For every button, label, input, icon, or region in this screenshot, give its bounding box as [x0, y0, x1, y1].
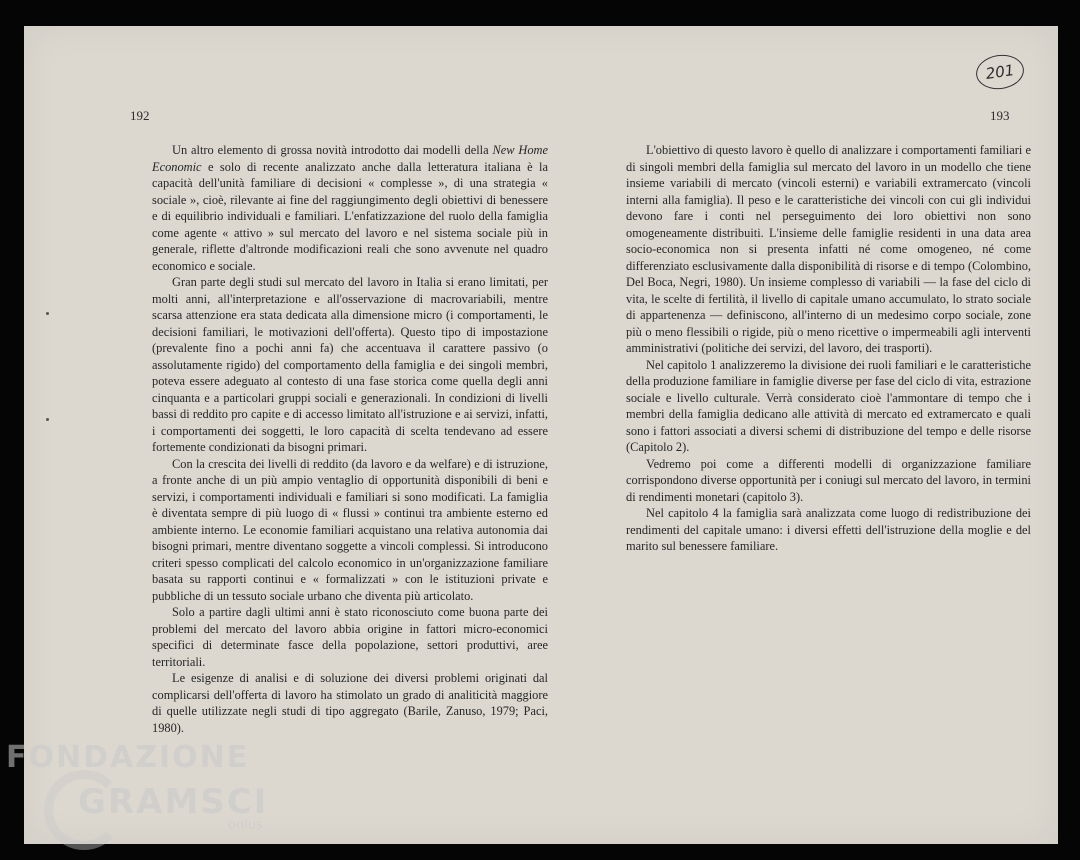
paragraph: Un altro elemento di grossa novità introdotto dai modelli della New Home Economic e solo di recente analizzato anche dalla letteratura italiana è la capacità dell'unità familiare di decisioni « complesse », di una strategia « sociale », cioè, rilevante ai fine del raggiungimento degli obiettivi di benessere e di equilibrio individuali e familiari. L'enfatizzazione del ruolo della famiglia come agente « attivo » sul mercato del lavoro e nel sistema sociale più in generale, riflette d'altronde modificazioni reali che sono avvenute nel quadro economico e sociale.	[152, 143, 549, 273]
page-number-left: 192	[130, 108, 150, 123]
margin-mark	[46, 418, 49, 421]
margin-mark	[46, 312, 49, 315]
paragraph: Con la crescita dei livelli di reddito (da lavoro e da welfare) e di istruzione, a fronte anche di un più ampio ventaglio di opportunità disponibili di beni e servizi, i comportamenti individuali e familiari si sono modificati. La famiglia è diventata sempre di più luogo di « flussi » continui tra ambiente esterno ed ambiente interno. Le economie familiari acquistano una relativa autonomia dai bisogni primari, mentre diventano soggette a vincoli complessi. Si introducono criteri spesso complicati del calcolo economico in un'organizzazione familiare basata su rapporti continui e « formalizzati » con le istituzioni private e pubbliche di un tessuto sociale urbano che diventa più articolato.	[152, 456, 548, 603]
left-page-text	[152, 142, 548, 736]
italic-title: New Home Economic	[152, 143, 549, 174]
watermark-line2: GRAMSCI	[78, 782, 269, 822]
paragraph: Vedremo poi come a differenti modelli di organizzazione familiare corrispondono diverse opportunità per i coniugi sul mercato del lavoro, in termini di rendimenti monetari (capitolo 3).	[626, 456, 1031, 504]
watermark-line3: onlus	[228, 818, 263, 833]
paragraph: Gran parte degli studi sul mercato del lavoro in Italia si erano limitati, per molti anni, all'interpretazione e all'osservazione di macrovariabili, mentre scarsa attenzione era stata dedicata alla dimensione micro (i comportamenti, le decisioni familiari, le motivazioni dell'offerta). Questo tipo di impostazione (prevalente fino a pochi anni fa) che accentuava il carattere passivo (o assolutamente rigido) del comportamento della famiglia e dei singoli membri, poteva essere adeguato al contesto di una fase storica come quella degli anni cinquanta e a particolari gruppi sociali e generazionali. In condizioni di livelli bassi di reddito pro capite e di accesso limitato all'istruzione e ai servizi, infatti, i comportamenti dei soggetti, le loro capacità di scelta tendevano ad essere fortemente condizionati da bisogni primari.	[152, 275, 548, 454]
paragraph: L'obiettivo di questo lavoro è quello di analizzare i comportamenti familiari e di singoli membri della famiglia sul mercato del lavoro in un modello che tiene insieme variabili di mercato (vincoli esterni) e variabili extramercato (vincoli interni alla famiglia). Il peso e le caratteristiche dei vincoli con cui gli individui devono fare i conti nel perseguimento dei loro obiettivi non sono omogeneamente distribuiti. L'insieme delle famiglie residenti in una data area socio-economica non si presenta infatti né come omogeneo, né come differenziato esclusivamente dalla disponibilità di risorse e di tempo (Colombino, Del Boca, Negri, 1980). Un insieme complesso di variabili — la fase del ciclo di vita, le scelte di fertilità, il livello di capitale umano accumulato, lo strato sociale di appartenenza — definiscono, all'interno di un medesimo corpo sociale, zone più o meno flessibili o rigide, più o meno ricettive o impermeabili agli interventi amministrativi (politiche dei servizi, del lavoro, dei trasporti).	[626, 143, 1031, 355]
paragraph: Le esigenze di analisi e di soluzione dei diversi problemi originati dal complicarsi dell'offerta di lavoro ha stimolato un grado di analiticità maggiore di quelle utilizzate negli studi di tipo aggregato (Barile, Zanuso, 1979; Paci, 1980).	[152, 671, 548, 735]
archive-stamp: 201	[974, 52, 1026, 92]
page-number-right: 193	[990, 108, 1010, 123]
paragraph: Nel capitolo 1 analizzeremo la divisione dei ruoli familiari e le caratteristiche della produzione familiare in famiglie diverse per fase del ciclo di vita, estrazione sociale e livello culturale. Verrà considerato cioè l'ammontare di tempo che i membri della famiglia dedicano alle attività di mercato ed extramercato e quali sono i fattori associati a diversi schemi di distribuzione del tempo e delle risorse (Capitolo 2).	[626, 357, 1031, 454]
paragraph: Nel capitolo 4 la famiglia sarà analizzata come luogo di redistribuzione dei rendimenti del capitale umano: i diversi effetti dell'istruzione della moglie e del marito sul benessere familiare.	[626, 506, 1031, 553]
watermark-line1: FONDAZIONE	[6, 740, 250, 775]
right-page-text	[626, 142, 1031, 555]
paragraph: Solo a partire dagli ultimi anni è stato riconosciuto come buona parte dei problemi del mercato del lavoro abbia origine in fattori micro-economici specifici di determinate fasce della popolazione, settori produttivi, aree territoriali.	[152, 605, 548, 669]
